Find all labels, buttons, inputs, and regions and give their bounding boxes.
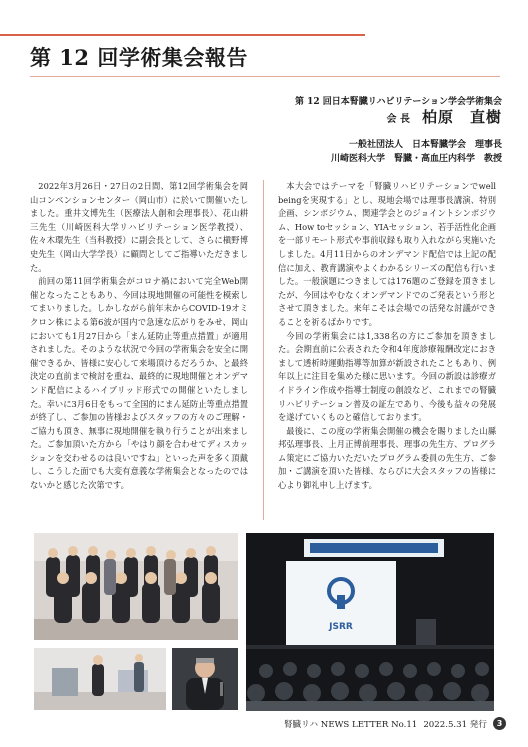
article-title: 第 12 回学術集会報告 xyxy=(30,45,248,70)
speaker-photo xyxy=(172,648,238,710)
body-paragraph: 今回の学術集会には1,338名の方にご参加を頂きました。会期直前に公表された令和4年度診療報酬改定におきまして透析時運動指導等加算が新設されたこともあり、例年以上に注目を集めた様に思います。今回の新設は診療ガイドライン作成や指導士制度の創設など、これまでの腎臓リハビリテーション普及の証左であり、今後も益々の発展を遂げていくものと確信しております。 xyxy=(278,330,496,423)
conference-hall-photo xyxy=(246,533,494,711)
exercise-demo-photo xyxy=(34,648,166,710)
header-accent-rule xyxy=(0,34,365,36)
body-paragraph: 本大会ではテーマを「腎臓リハビリテーションでwell beingを実現する」とし、現地会場では理事長講演、特別企画、シンポジウム、関連学会とのジョイントシンポジウム、How toセッション、YIAセッション、若手活性化企画を一部リモート形式や事前収録も取り入れながら実施いたしました。4月11日からのオンデマンド配信では上記の配信に加え、教育講演やよくわかるシリーズの配信も行いました。一般演題につきましては176題のご登録を頂きましたが、今回はやむなくオンデマンドでのご発表という形とさせて頂きました。来年こそは会場での活発な討議ができることを祈るばかりです。 xyxy=(278,181,496,327)
conference-name: 第 12 回日本腎臓リハビリテーション学会学術集会 xyxy=(295,97,502,107)
page-number-badge: 3 xyxy=(493,717,506,730)
article-column-left xyxy=(30,180,248,493)
body-paragraph: 前回の第11回学術集会がコロナ禍において完全Web開催となったこともあり、今回は現地開催の可能性を模索してまいりました。しかしながら前年末からCOVID-19オミクロン株による第6波が国内で急速な広がりをみせ、岡山においても1月27日から「まん延防止等重点措置」が適用されました。そのような状況で今回の学術集会を安全に開催できるか、皆様に安心して来場頂けるだろうか、と最終決定の直前まで検討を重ね、最終的に現地開催とオンデマンド配信によるハイブリッド形式での開催といたしました。幸いに3月6日をもって全国的にまん延防止等重点措置が終了し、ご参加の皆様およびスタッフの方々のご理解・ご協力も頂き、無事に現地開催を執り行うことが出来ました。ご参加頂いた方から「やはり顔を合わせてディスカッションを交わせるのは良いですね」といった声を多く頂戴し、こうした面でも大変有意義な学術集会となったのではないかと感じた次第です。 xyxy=(30,276,248,491)
page-footer xyxy=(284,717,506,730)
newsletter-name: 腎臓リハ NEWS LETTER No.11 xyxy=(283,719,418,730)
president-role: 会 長 xyxy=(386,114,410,125)
president-line xyxy=(387,110,503,127)
president-name: 柏原 直樹 xyxy=(421,108,502,126)
title-underline xyxy=(30,76,500,77)
issue-date: 2022.5.31 発行 xyxy=(423,719,487,730)
affiliation-society: 一般社団法人 日本腎臓学会 理事長 xyxy=(348,140,502,150)
body-paragraph: 2022年3月26日・27日の2日間、第12回学術集会を岡山コンベンションセンター（岡山市）に於いて開催いたしました。重井文博先生（医療法人創和会理事長）、花山耕三先生（川崎医科大学リハビリテーション医学教授）、佐々木環先生（当科教授）に副会長として、さらに槇野博史先生（岡山大学学長）に顧問としてご指導いただきました。 xyxy=(30,181,248,273)
column-divider xyxy=(263,180,264,520)
body-paragraph: 最後に、この度の学術集会開催の機会を賜りました山縣邦弘理事長、上月正博前理事長、理事の先生方、プログラム策定にご協力いただいたプログラム委員の先生方、ご参加・ご講演を頂いた皆様、ならびに大会スタッフの皆様に心より御礼申し上げます。 xyxy=(278,425,496,491)
screen-logo-text: JSRR xyxy=(329,622,353,632)
article-column-right xyxy=(278,180,496,493)
affiliation-university: 川崎医科大学 腎臓・高血圧内科学 教授 xyxy=(330,154,502,164)
group-photo xyxy=(34,533,238,640)
